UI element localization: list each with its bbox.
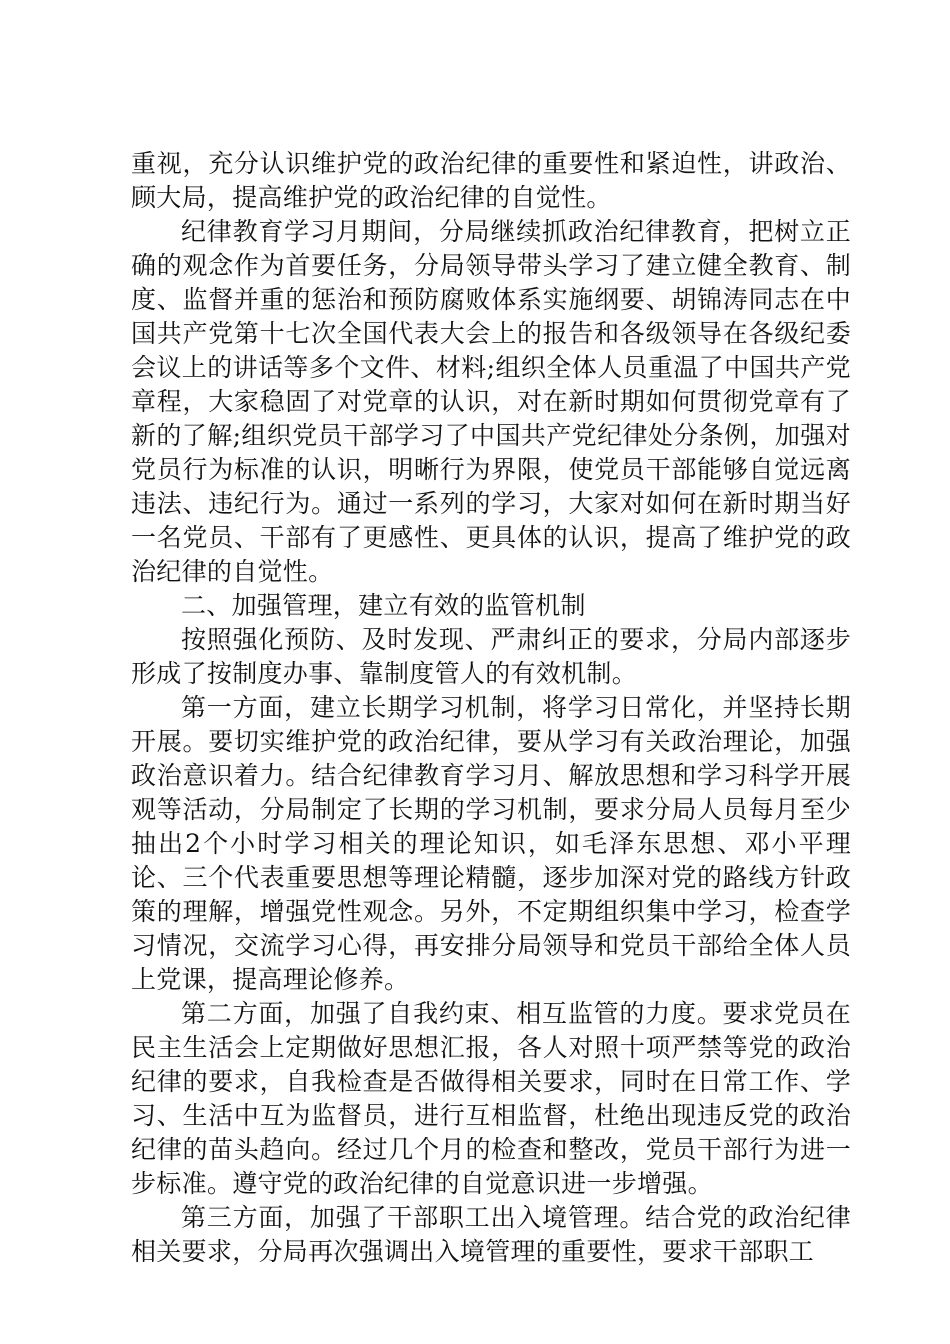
paragraph-4: 按照强化预防、及时发现、严肃纠正的要求，分局内部逐步形成了按制度办事、靠制度管人的有效机制。 [131,625,851,688]
paragraph-2: 纪律教育学习月期间，分局继续抓政治纪律教育，把树立正确的观念作为首要任务，分局领导带头学习了建立健全教育、制度、监督并重的惩治和预防腐败体系实施纲要、胡锦涛同志在中国共产党第十七次全国代表大会上的报告和各级领导在各级纪委会议上的讲话等多个文件、材料;组织全体人员重温了中国共产党章程，大家稳固了对党章的认识，对在新时期如何贯彻党章有了新的了解;组织党员干部学习了中国共产党纪律处分条例，加强对党员行为标准的认识，明晰行为界限，使党员干部能够自觉远离违法、违纪行为。通过一系列的学习，大家对如何在新时期当好一名党员、干部有了更感性、更具体的认识，提高了维护党的政治纪律的自觉性。 [131,217,851,586]
paragraph-5: 第一方面，建立长期学习机制，将学习日常化，并坚持长期开展。要切实维护党的政治纪律，要从学习有关政治理论，加强政治意识着力。结合纪律教育学习月、解放思想和学习科学开展观等活动，分局制定了长期的学习机制，要求分局人员每月至少抽出2个小时学习相关的理论知识，如毛泽东思想、邓小平理论、三个代表重要思想等理论精髓，逐步加深对党的路线方针政策的理解，增强党性观念。另外，不定期组织集中学习，检查学习情况，交流学习心得，再安排分局领导和党员干部给全体人员上党课，提高理论修养。 [131,693,851,994]
document-body [131,147,851,1269]
paragraph-7: 第三方面，加强了干部职工出入境管理。结合党的政治纪律相关要求，分局再次强调出入境管理的重要性，要求干部职工 [131,1203,851,1266]
paragraph-6: 第二方面，加强了自我约束、相互监管的力度。要求党员在民主生活会上定期做好思想汇报，各人对照十项严禁等党的政治纪律的要求，自我检查是否做得相关要求，同时在日常工作、学习、生活中互为监督员，进行互相监督，杜绝出现违反党的政治纪律的苗头趋向。经过几个月的检查和整改，党员干部行为进一步标准。遵守党的政治纪律的自觉意识进一步增强。 [131,999,851,1198]
section-heading-2: 二、加强管理，建立有效的监管机制 [181,591,586,620]
paragraph-1: 重视，充分认识维护党的政治纪律的重要性和紧迫性，讲政治、顾大局，提高维护党的政治纪律的自觉性。 [131,149,851,212]
